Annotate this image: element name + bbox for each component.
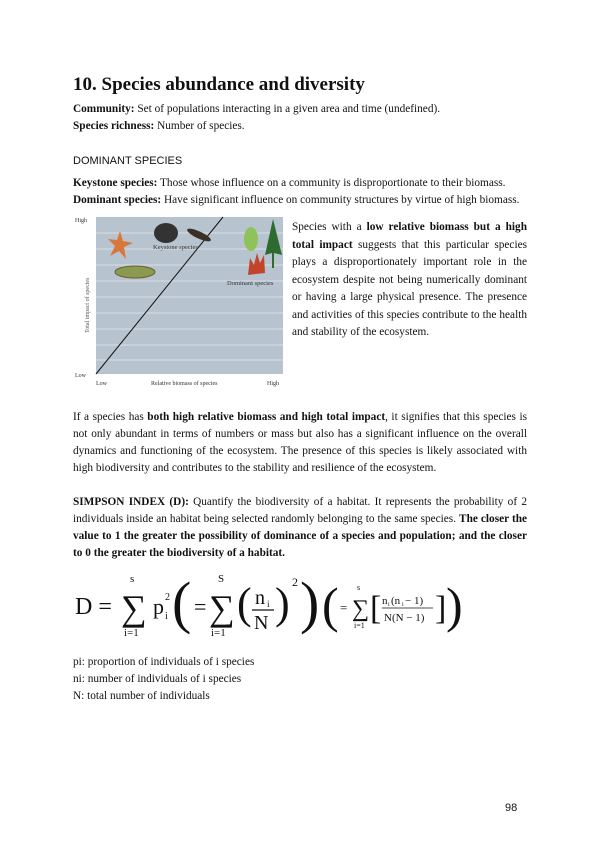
svg-text:s: s — [357, 583, 361, 592]
svg-text:S: S — [218, 573, 225, 585]
text: , it signifies that this species is not only abundant in terms of numbers or mass but also has a significant influence on the overall dynamics and functioning of the ecosystem. The presence of this species is likely associated with high biodiversity and contributes to the stability and resilience of the ecosystem. — [73, 411, 527, 474]
x-low-label: Low — [96, 381, 107, 387]
svg-text:=: = — [194, 594, 207, 619]
svg-text:(n: (n — [391, 595, 401, 607]
svg-text:N(N − 1): N(N − 1) — [384, 612, 425, 624]
svg-text:∑: ∑ — [352, 596, 370, 622]
svg-text:i=1: i=1 — [354, 621, 365, 630]
fish-icon — [115, 266, 155, 278]
definition-richness — [73, 118, 527, 135]
svg-text:p: p — [153, 594, 164, 619]
figure-row — [73, 213, 527, 389]
term: Dominant species: — [73, 194, 162, 206]
emphasis: low relative biomass but a high total impact — [292, 221, 527, 251]
text: Quantify the biodiversity of a habitat. It represents the probability of 2 individuals inside an habitat being selected randomly belonging to the same species. — [73, 496, 527, 525]
text: If a species has — [73, 411, 148, 423]
definition-text: Set of populations interacting in a given area and time (undefined). — [134, 103, 441, 115]
legend-pi: pi: proportion of individuals of i species — [73, 656, 255, 668]
y-high-label: High — [75, 218, 87, 224]
svg-text:∑: ∑ — [121, 588, 147, 628]
dominant-label: Dominant species — [227, 280, 274, 287]
svg-text:n: n — [255, 587, 265, 609]
page-number: 98 — [505, 802, 518, 814]
svg-text:i: i — [267, 599, 270, 609]
svg-text:=: = — [340, 600, 348, 615]
svg-text:(: ( — [172, 570, 192, 635]
svg-text:i=1: i=1 — [211, 627, 226, 639]
svg-text:N: N — [254, 612, 269, 634]
simpson-index-paragraph — [73, 494, 527, 562]
svg-text:(: ( — [322, 577, 339, 633]
legend-ni: ni: number of individuals of i species — [73, 673, 242, 685]
text: suggests that this particular species plays a disproportionately important role in the ecosystem despite not being numerically dominant or having a large physical presence. The presence and activities of this species contribute to the health and stability of the ecosystem. — [292, 238, 527, 338]
definition-text: Those whose influence on a community is disproportionate to their biomass. — [157, 177, 506, 189]
legend-N: N: total number of individuals — [73, 690, 210, 702]
svg-text:): ) — [275, 579, 290, 628]
x-axis-label: Relative biomass of species — [151, 381, 218, 387]
svg-text:∑: ∑ — [209, 588, 235, 628]
svg-text:D =: D = — [75, 594, 112, 620]
svg-text:− 1): − 1) — [405, 595, 424, 607]
definitions — [73, 101, 527, 135]
emphasis: both high relative biomass and high total impact — [147, 411, 386, 423]
svg-text:]: ] — [435, 590, 447, 627]
term: Keystone species: — [73, 177, 158, 189]
svg-text:): ) — [300, 570, 320, 635]
definition-community — [73, 101, 527, 118]
svg-text:i: i — [402, 602, 404, 608]
keystone-label: Keystone species — [153, 244, 198, 251]
y-axis-label: Total impact of species — [85, 277, 91, 333]
dominant-definition — [73, 192, 527, 209]
definition-text: Have significant influence on community structures by virtue of high biomass. — [161, 194, 520, 206]
svg-text:): ) — [446, 577, 463, 633]
page-content — [73, 73, 527, 705]
definition-text: Number of species. — [154, 120, 245, 132]
section-title: 10. Species abundance and diversity — [73, 74, 365, 95]
term: SIMPSON INDEX (D): — [73, 496, 189, 508]
x-high-label: High — [267, 381, 279, 387]
svg-text:s: s — [130, 573, 135, 585]
dominant-species-heading: DOMINANT SPECIES — [73, 155, 183, 167]
biomass-impact-figure — [73, 213, 283, 389]
text: Species with a — [292, 221, 367, 233]
svg-text:n: n — [382, 595, 388, 607]
simpson-formula — [73, 566, 533, 646]
dominant-explanation — [73, 409, 527, 477]
svg-text:2: 2 — [292, 575, 298, 589]
y-low-label: Low — [75, 373, 86, 379]
svg-text:[: [ — [370, 590, 382, 627]
keystone-explanation — [292, 219, 527, 342]
term: Species richness: — [73, 120, 155, 132]
term: Community: — [73, 103, 135, 115]
keystone-definition — [73, 175, 527, 192]
svg-text:i: i — [388, 602, 390, 608]
svg-text:(: ( — [237, 579, 252, 628]
snail-icon — [154, 223, 178, 243]
emphasis: The closer the value to 1 the greater the possibility of dominance of a species and population; and the closer to 0 the greater the biodiversity of a habitat. — [73, 513, 528, 559]
svg-text:i: i — [165, 611, 168, 622]
svg-text:i=1: i=1 — [124, 627, 139, 639]
seaweed-icon — [244, 227, 258, 251]
formula-legend — [73, 654, 527, 705]
svg-text:2: 2 — [165, 592, 170, 603]
